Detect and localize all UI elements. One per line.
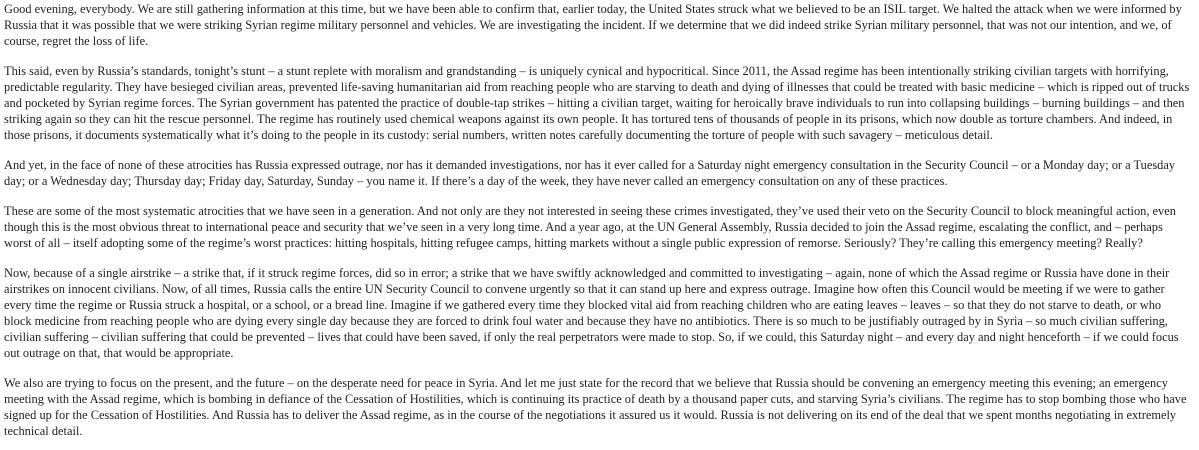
paragraph-6: We also are trying to focus on the present, and the future – on the desperate need for peace in Syria. And let me just state for the record that we believe that Russia should be convening an emergency meeting this evening; an emergency meeting with the Assad regime, which is bombing in defiance of the Cessation of Hostilities, which is continuing its practice of death by a thousand paper cuts, and starving Syria’s civilians. The regime has to stop bombing those who have signed up for the Cessation of Hostilities. And Russia has to deliver the Assad regime, as in the course of the negotiations it assured us it would. Russia is not delivering on its end of the deal that we spent months negotiating in extremely technical detail. — [4, 376, 1187, 438]
paragraph-4: These are some of the most systematic atrocities that we have seen in a generation. And not only are they not interested in seeing these crimes investigated, they’ve used their veto on the Security Council to block meaningful action, even though this is the most obvious threat to international peace and security that we’ve seen in a very long time. And a year ago, at the UN General Assembly, Russia decided to join the Assad regime, escalating the conflict, and – perhaps worst of all – itself adopting some of the regime’s worst practices: hitting hospitals, hitting refugee camps, hitting markets without a single public expression of remorse. Seriously? They’re calling this emergency meeting? Really? — [4, 204, 1176, 250]
paragraph-5: Now, because of a single airstrike – a strike that, if it struck regime forces, did so in error; a strike that we have swiftly acknowledged and committed to investigating – again, none of which the Assad regime or Russia have done in their airstrikes on innocent civilians. Now, of all times, Russia calls the entire UN Security Council to convene urgently so that it can stand up here and express outrage. Imagine how often this Council would be meeting if we were to gather every time the regime or Russia struck a hospital, or a school, or a bread line. Imagine if we gathered every time they blocked vital aid from reaching children who are eating leaves – leaves – so that they do not starve to death, or who block medicine from reaching people who are dying every single day because they are forced to drink foul water and because they have no antibiotics. There is so much to be justifiably outraged by in Syria – so much civilian suffering, civilian suffering – civilian suffering that could be prevented – lives that could have been saved, if only the real perpetrators were made to stop. So, if we could, this Saturday night – and every day and night henceforth – if we could focus out outrage on that, that would be appropriate. — [4, 266, 1179, 360]
paragraph-1: Good evening, everybody. We are still gathering information at this time, but we have been able to confirm that, earlier today, the United States struck what we believed to be an ISIL target. We halted the attack when we were informed by Russia that it was possible that we were striking Syrian regime military personnel and vehicles. We are investigating the incident. If we determine that we did indeed strike Syrian military personnel, that was not our intention, and we, of course, regret the loss of life. — [4, 2, 1182, 48]
paragraph-3: And yet, in the face of none of these atrocities has Russia expressed outrage, nor has it demanded investigations, nor has it ever called for a Saturday night emergency consultation in the Security Council – or a Monday day; or a Tuesday day; or a Wednesday day; Thursday day; Friday day, Saturday, Sunday – you name it. If there’s a day of the week, they have never called an emergency consultation on any of these practices. — [4, 158, 1176, 188]
paragraph-2: This said, even by Russia’s standards, tonight’s stunt – a stunt replete with moralism and grandstanding – is uniquely cynical and hypocritical. Since 2011, the Assad regime has been intentionally striking civilian targets with horrifying, predictable regularity. They have besieged civilian areas, prevented life-saving humanitarian aid from reaching people who are starving to death and dying of illnesses that could be treated with basic medicine – which is ripped out of trucks and pocketed by Syrian regime forces. The Syrian government has patented the practice of double-tap strikes – hitting a civilian target, waiting for heroically brave individuals to run into collapsing buildings – burning buildings – and then striking again so they can hit the rescue personnel. The regime has routinely used chemical weapons against its own people. It has tortured tens of thousands of people in its prisons, which now double as torture chambers. And indeed, in those prisons, it documents systematically what it’s doing to the people in its custody: serial numbers, written notes carefully documenting the torture of people with such savagery – meticulous detail. — [4, 64, 1190, 142]
